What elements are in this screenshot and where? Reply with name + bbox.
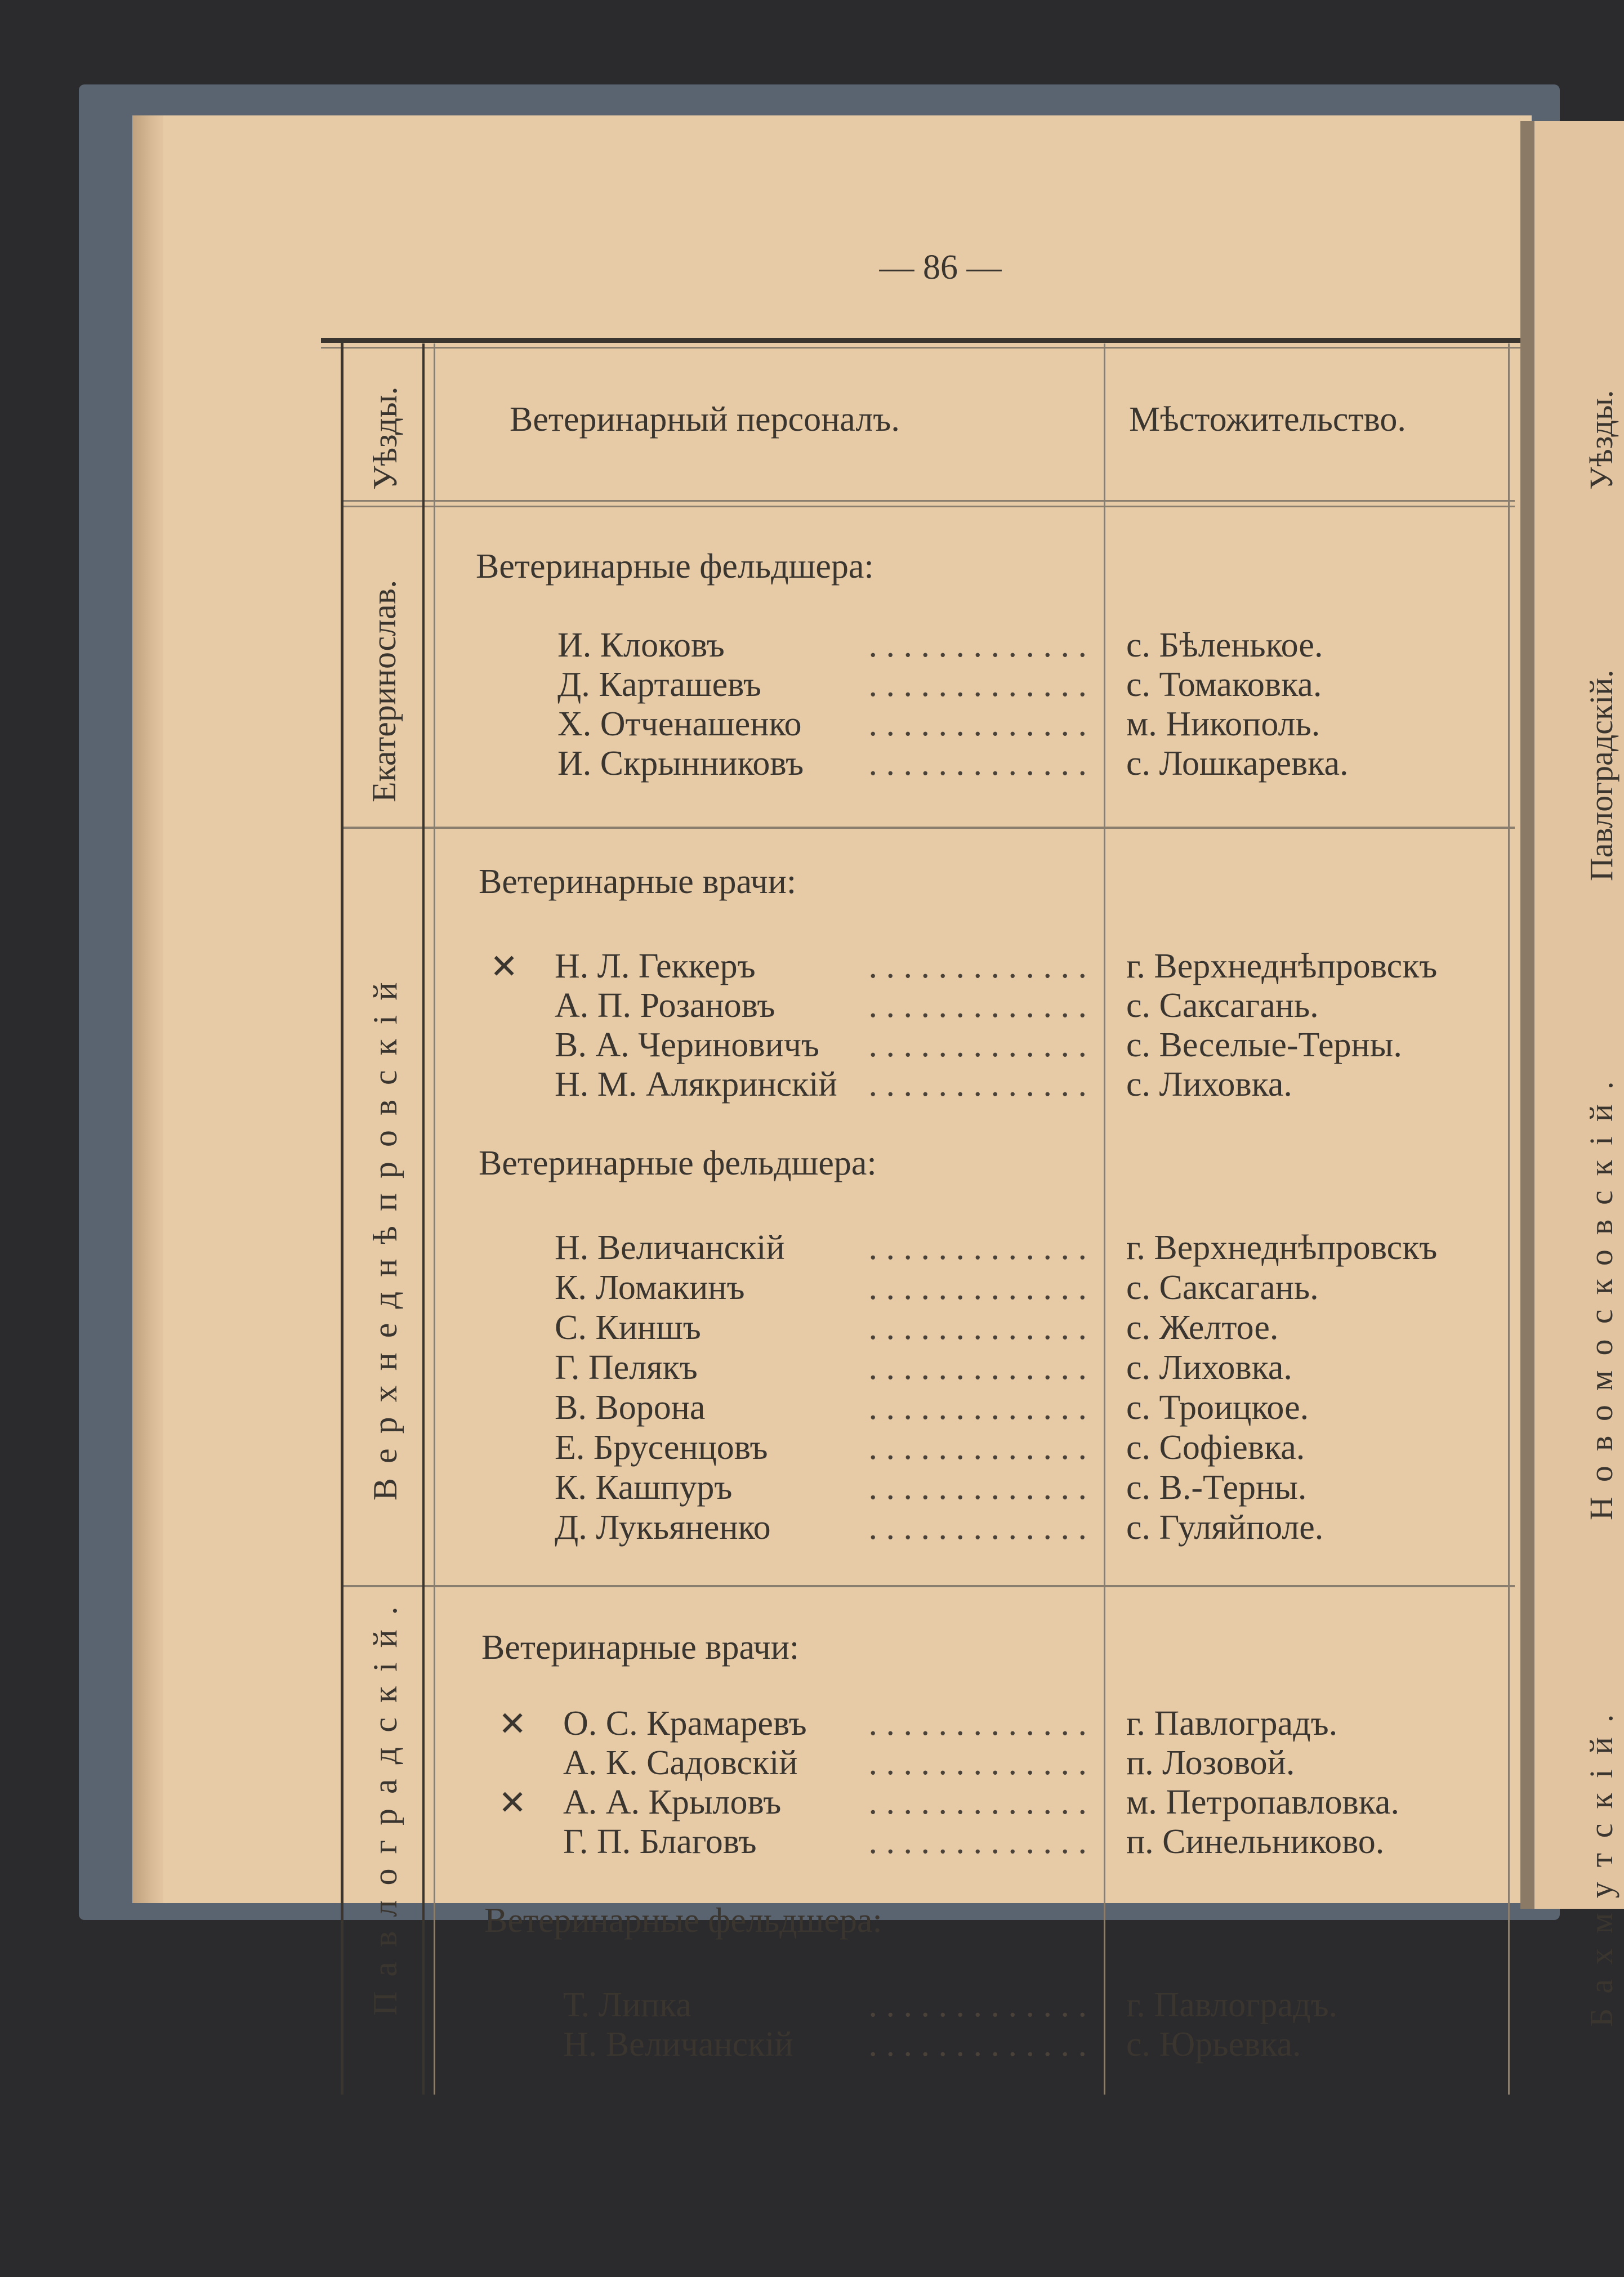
dot-leader: . . . . . . . . . . . . . [868,1704,1087,1743]
residence: г. Павлоградъ. [1126,1986,1338,2024]
residence: с. Томаковка. [1126,666,1322,704]
dot-leader: . . . . . . . . . . . . . [868,1986,1087,2024]
dot-leader: . . . . . . . . . . . . . [868,1428,1087,1467]
col-rule-left [341,338,343,2095]
next-page-district-1: Павлоградскій. [1583,669,1619,881]
header-bottom-rule-1 [343,500,1515,502]
residence: с. Лиховка. [1126,1065,1292,1104]
district-ekaterinoslav: Екатеринослав. [365,579,403,802]
dot-leader: . . . . . . . . . . . . . [868,626,1087,664]
person-name: Н. М. Алякринскій [555,1065,837,1104]
dot-leader: . . . . . . . . . . . . . [868,947,1087,985]
dot-leader: . . . . . . . . . . . . . [868,986,1087,1025]
dot-leader: . . . . . . . . . . . . . [868,1309,1087,1347]
dot-leader: . . . . . . . . . . . . . [868,1065,1087,1104]
residence: г. Верхнеднѣпровскъ [1126,947,1438,985]
person-name: А. А. Крыловъ [563,1783,782,1821]
residence: п. Синельниково. [1126,1823,1385,1861]
dot-leader: . . . . . . . . . . . . . [868,666,1087,704]
district-pavlogradsky: Павлоградскій. [367,1592,404,2016]
dot-leader: . . . . . . . . . . . . . [868,1026,1087,1064]
residence: с. Саксагань. [1126,986,1319,1025]
residence: м. Никополь. [1126,705,1320,743]
dot-leader: . . . . . . . . . . . . . [868,1269,1087,1307]
residence: п. Лозовой. [1126,1744,1295,1782]
person-name: Н. Величанскій [555,1229,785,1267]
dot-leader: . . . . . . . . . . . . . [868,1823,1087,1861]
person-name: А. К. Садовскій [563,1744,798,1782]
group-title: Ветеринарные врачи: [481,1628,800,1667]
person-name: Д. Карташевъ [557,666,761,704]
group-title: Ветеринарные фельдшера: [484,1901,882,1940]
person-name: Г. Пелякъ [555,1349,698,1387]
dot-leader: . . . . . . . . . . . . . [868,1388,1087,1427]
residence: с. Юрьевка. [1126,2025,1301,2064]
table-top-rule-thin [321,347,1520,349]
dot-leader: . . . . . . . . . . . . . [868,744,1087,783]
facing-page [1534,121,1624,1909]
header-bottom-rule-2 [343,506,1515,507]
person-name: Г. П. Благовъ [563,1823,757,1861]
next-page-district-3: Бахмутскій. [1583,1699,1619,2027]
residence: с. Веселые-Терны. [1126,1026,1402,1064]
cross-mark-icon: ✕ [490,948,519,985]
dot-leader: . . . . . . . . . . . . . [868,1468,1087,1507]
group-title: Ветеринарные врачи: [479,863,797,901]
book-spine [1520,121,1536,1909]
person-name: Е. Брусенцовъ [555,1428,768,1467]
residence: с. Бѣленькое. [1126,626,1323,664]
residence: с. Саксагань. [1126,1269,1319,1307]
residence: г. Павлоградъ. [1126,1704,1338,1743]
dot-leader: . . . . . . . . . . . . . [868,1229,1087,1267]
person-name: Н. Величанскій [563,2025,793,2064]
section-rule-2 [343,1585,1515,1587]
residence: с. В.-Терны. [1126,1468,1307,1507]
residence: г. Верхнеднѣпровскъ [1126,1229,1438,1267]
header-personnel: Ветеринарный персоналъ. [510,400,900,439]
person-name: Х. Отченашенко [557,705,802,743]
col-rule-place [1104,343,1105,2095]
residence: с. Софіевка. [1126,1428,1305,1467]
person-name: В. А. Чериновичъ [555,1026,819,1064]
residence: с. Желтое. [1126,1309,1279,1347]
section-rule-1 [343,827,1515,829]
cross-mark-icon: ✕ [498,1784,527,1821]
group-title: Ветеринарные фельдшера: [479,1144,877,1182]
person-name: И. Скрынниковъ [557,744,804,783]
group-title: Ветеринарные фельдшера: [476,547,874,586]
person-name: С. Киншъ [555,1309,701,1347]
page-edges [132,115,166,1903]
dot-leader: . . . . . . . . . . . . . [868,1508,1087,1547]
next-page-district-2: Новомосковскій. [1583,1066,1619,1520]
person-name: Т. Липка [563,1986,691,2024]
page-number: — 86 — [879,248,1002,287]
person-name: К. Ломакинъ [555,1269,745,1307]
dot-leader: . . . . . . . . . . . . . [868,1783,1087,1821]
table-top-rule [321,338,1520,343]
dot-leader: . . . . . . . . . . . . . [868,1349,1087,1387]
person-name: И. Клоковъ [557,626,725,664]
col-rule-district-2 [434,343,435,2095]
residence: с. Лошкаревка. [1126,744,1349,783]
person-name: Н. Л. Геккеръ [555,947,756,985]
header-districts: Уѣзды. [367,386,404,490]
col-rule-district-1 [422,343,425,2095]
person-name: О. С. Крамаревъ [563,1704,807,1743]
residence: с. Гуляйполе. [1126,1508,1324,1547]
next-page-header: Уѣзды. [1583,390,1619,490]
residence: с. Лиховка. [1126,1349,1292,1387]
header-residence: Мѣстожительство. [1129,400,1406,439]
residence: с. Троицкое. [1126,1388,1309,1427]
dot-leader: . . . . . . . . . . . . . [868,1744,1087,1782]
person-name: Д. Лукьяненко [555,1508,771,1547]
col-rule-right [1508,343,1510,2095]
residence: м. Петропавловка. [1126,1783,1399,1821]
person-name: В. Ворона [555,1388,706,1427]
person-name: А. П. Розановъ [555,986,775,1025]
cross-mark-icon: ✕ [498,1705,527,1743]
person-name: К. Кашпуръ [555,1468,733,1507]
district-verkhnedneprovsky: Верхнеднѣпровскій [367,967,404,1501]
dot-leader: . . . . . . . . . . . . . [868,705,1087,743]
dot-leader: . . . . . . . . . . . . . [868,2025,1087,2064]
